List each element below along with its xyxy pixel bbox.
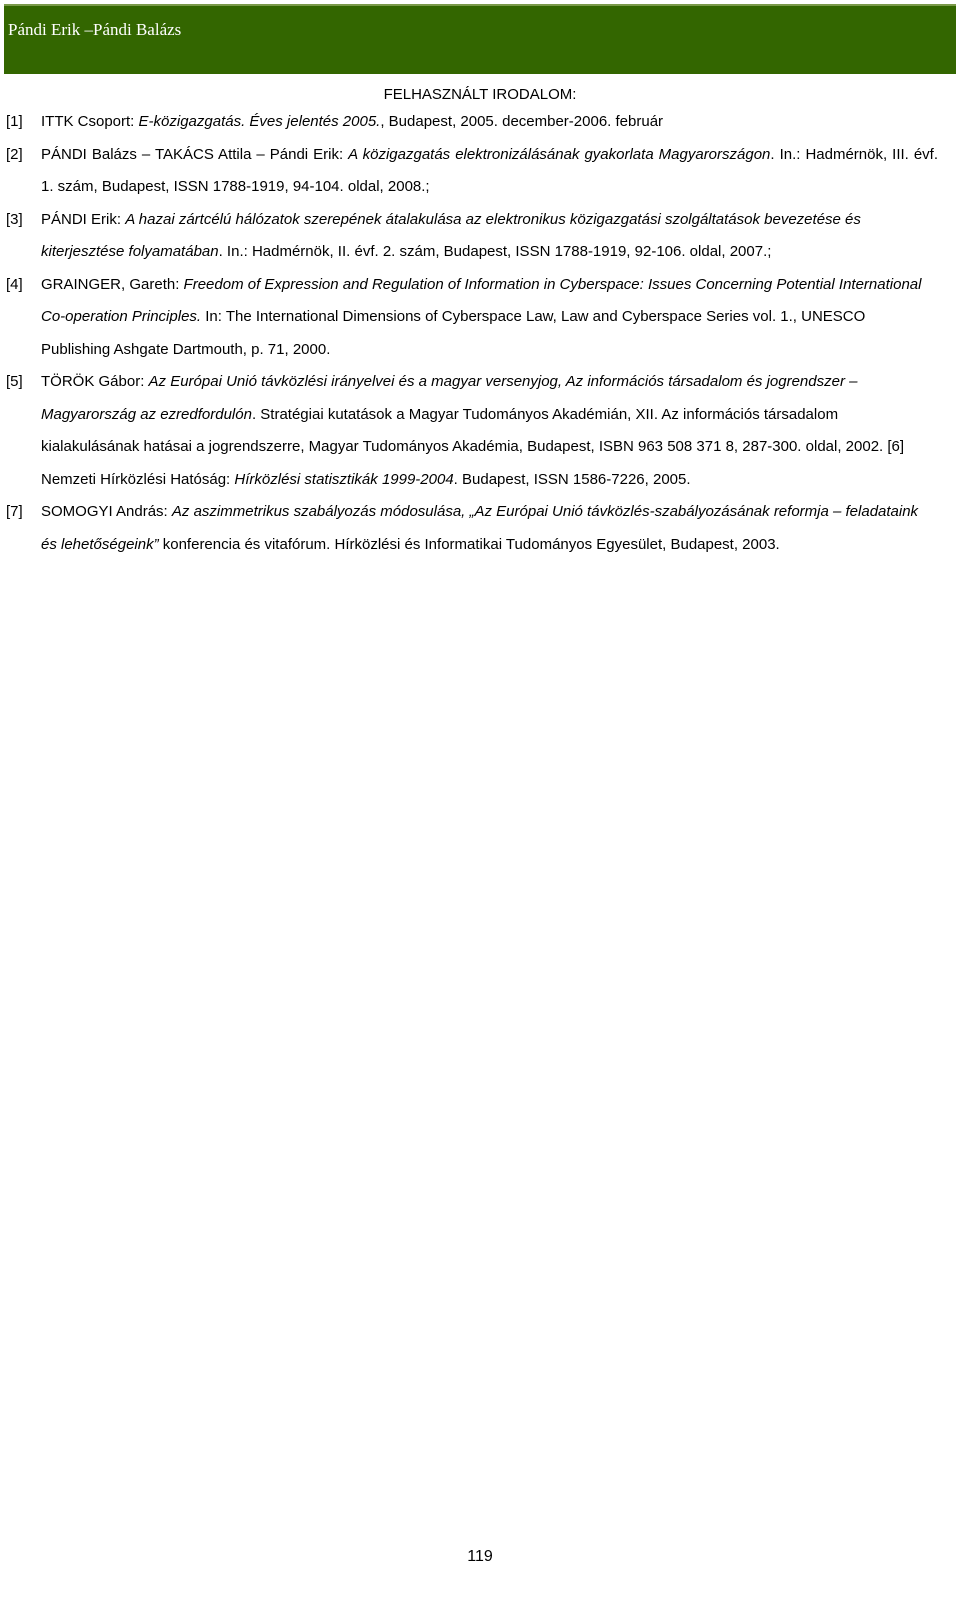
reference-text <box>41 366 938 496</box>
reference-title: Az aszimmetrikus szabályozás módosulása, „Az Európai Unió távközlés-szabályozásának reformja – feladataink és lehetőségeink” <box>41 503 919 553</box>
page-number: 119 <box>467 1548 493 1565</box>
reference-text-part: konferencia és vitafórum. Hírközlési és Informatikai Tudományos Egyesület, Budapest, 2003. <box>158 535 780 553</box>
reference-text-part: SOMOGYI András: <box>41 503 172 520</box>
reference-number: [4] <box>6 275 23 293</box>
reference-title: A közigazgatás elektronizálásának gyakorlata Magyarországon <box>348 145 771 163</box>
reference-item <box>0 366 960 496</box>
reference-number: [5] <box>6 373 23 390</box>
reference-text-part: In: The International Dimensions of Cyberspace Law, Law and Cyberspace Series vol. 1., UNESCO Publishing Ashgate Dartmouth, p. 71, 2000. <box>41 308 866 358</box>
reference-text-part: ITTK Csoport: <box>41 113 139 130</box>
reference-item <box>0 204 960 269</box>
reference-text-part: . Budapest, ISSN 1586-7226, 2005. <box>453 470 691 488</box>
reference-number: [3] <box>6 210 23 228</box>
reference-text <box>41 496 938 561</box>
reference-text-part: TÖRÖK Gábor: <box>41 373 149 390</box>
reference-title: Freedom of Expression and Regulation of Information in Cyberspace: Issues Concerning Potential International Co-operation Principles. <box>41 275 922 325</box>
reference-item <box>0 496 960 561</box>
header-bar <box>4 4 956 74</box>
reference-item <box>0 269 960 367</box>
reference-text <box>41 139 938 204</box>
reference-title: A hazai zártcélú hálózatok szerepének átalakulása az elektronikus közigazgatási szolgáltatások bevezetése és kiterjesztése folyamatában <box>41 210 861 260</box>
reference-item <box>0 139 960 204</box>
reference-title: E-közigazgatás. Éves jelentés 2005. <box>138 113 381 130</box>
reference-text-part: PÁNDI Erik: <box>41 210 126 228</box>
section-title: FELHASZNÁLT IRODALOM: <box>383 86 577 103</box>
reference-title: Hírközlési statisztikák 1999-2004 <box>234 470 454 488</box>
reference-text <box>41 269 938 367</box>
reference-text-part: . In.: Hadmérnök, III. évf. 1. szám, Budapest, ISSN 1788-1919, 94-104. oldal, 2008.; <box>41 145 939 195</box>
reference-number: [2] <box>6 145 23 163</box>
reference-text-part: GRAINGER, Gareth: <box>41 275 184 293</box>
reference-title: Az Európai Unió távközlési irányelvei és a magyar versenyjog, Az információs társadalom és jogrendszer – Magyarország az ezredfordulón <box>41 373 858 423</box>
reference-number: [7] <box>6 503 23 520</box>
reference-text-part: PÁNDI Balázs – TAKÁCS Attila – Pándi Erik: <box>41 145 349 163</box>
reference-text <box>41 204 938 269</box>
reference-text <box>41 106 938 139</box>
reference-text-part: , Budapest, 2005. december-2006. február <box>380 113 664 130</box>
reference-list <box>0 106 960 561</box>
reference-item <box>0 106 960 139</box>
reference-number: [1] <box>6 113 23 130</box>
running-header-title: Pándi Erik –Pándi Balázs <box>8 20 182 39</box>
reference-text-part: . Stratégiai kutatások a Magyar Tudományos Akadémián, XII. Az információs társadalom kialakulásának hatásai a jogrendszerre, Magyar Tudományos Akadémia, Budapest, ISBN 963 508 371 8, 287-300. oldal, 2002. [6] Nemzeti Hírközlési Hatóság: <box>41 405 905 488</box>
reference-text-part: . In.: Hadmérnök, II. évf. 2. szám, Budapest, ISSN 1788-1919, 92-106. oldal, 2007.; <box>218 243 772 260</box>
